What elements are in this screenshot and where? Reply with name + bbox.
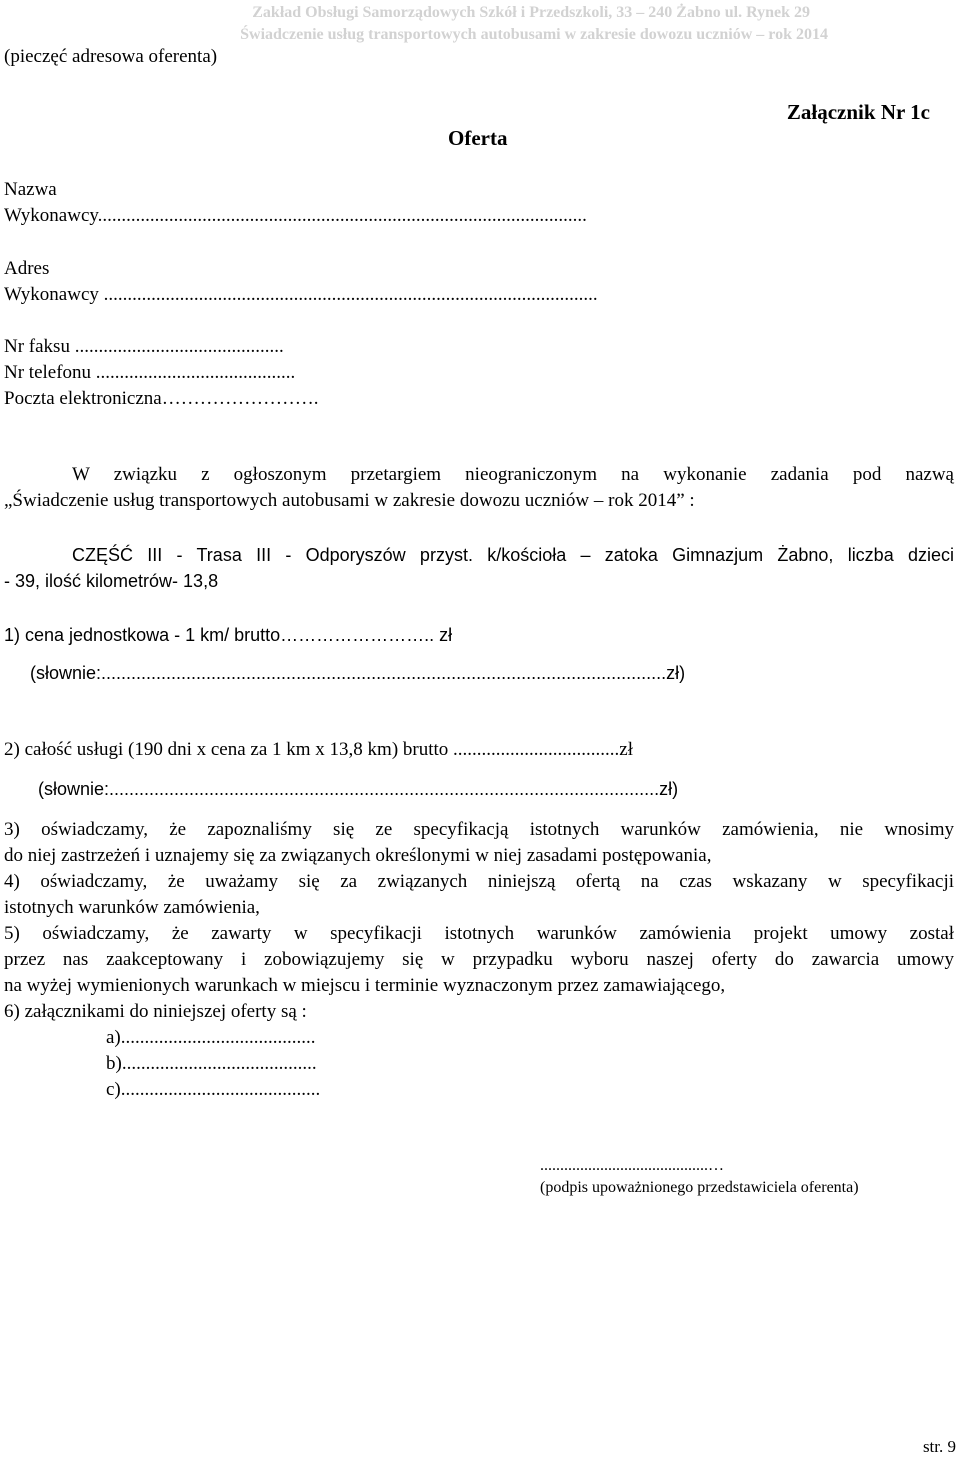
attachment-b: b)......................................... bbox=[106, 1053, 317, 1074]
declaration-5-line-1: 5) oświadczamy, że zawarty w specyfikacji istotnych warunków zamówienia projekt umowy został bbox=[4, 923, 954, 944]
part-line-2: - 39, ilość kilometrów- 13,8 bbox=[4, 571, 219, 591]
signature-label: (podpis upoważnionego przedstawiciela oferenta) bbox=[540, 1179, 859, 1196]
declaration-3-line-2: do niej zastrzeżeń i uznajemy się za związanych określonymi w niej zasadami postępowania, bbox=[4, 845, 712, 866]
attachments-heading: 6) załącznikami do niniejszej oferty są : bbox=[4, 1001, 307, 1022]
fax-field: Nr faksu ............................................ bbox=[4, 336, 284, 357]
total-price-in-words: (słownie:..............................................................................................................zł) bbox=[38, 779, 679, 799]
unit-price-in-words: (słownie:.................................................................................................................zł) bbox=[30, 663, 686, 683]
total-price-field: 2) całość usługi (190 dni x cena za 1 km x 13,8 km) brutto ...................................zł bbox=[4, 739, 634, 760]
page-number: str. 9 bbox=[922, 1437, 956, 1456]
page-title: Oferta bbox=[448, 126, 508, 150]
attachment-label: Załącznik Nr 1c bbox=[786, 100, 930, 124]
email-field: Poczta elektroniczna……………………. bbox=[4, 388, 319, 409]
unit-price-field: 1) cena jednostkowa - 1 km/ brutto…………………….. zł bbox=[4, 625, 453, 645]
attachment-a: a)......................................... bbox=[106, 1027, 316, 1048]
declaration-5-line-3: na wyżej wymienionych warunkach w miejscu i terminie wyznaczonym przez zamawiającego, bbox=[4, 975, 726, 996]
attachment-c: c).......................................... bbox=[106, 1079, 321, 1100]
declaration-3-line-1: 3) oświadczamy, że zapoznaliśmy się ze specyfikacją istotnych warunków zamówienia, nie wnosimy bbox=[4, 819, 954, 840]
contractor-name-field: Wykonawcy....................................................................................................... bbox=[4, 205, 587, 226]
contractor-address-label: Adres bbox=[4, 258, 50, 279]
stamp-label: (pieczęć adresowa oferenta) bbox=[4, 46, 218, 67]
intro-line-1: W związku z ogłoszonym przetargiem nieograniczonym na wykonanie zadania pod nazwą bbox=[72, 464, 954, 485]
contractor-address-field: Wykonawcy ........................................................................................................ bbox=[4, 284, 598, 305]
contractor-name-label: Nazwa bbox=[4, 179, 57, 200]
declaration-5-line-2: przez nas zaakceptowany i zobowiązujemy się w przypadku wyboru naszej oferty do zawarcia umowy bbox=[4, 949, 954, 970]
intro-line-2: „Świadczenie usług transportowych autobusami w zakresie dowozu uczniów – rok 2014” : bbox=[4, 490, 695, 511]
header-line-institution: Zakład Obsługi Samorządowych Szkół i Przedszkoli, 33 – 240 Żabno ul. Rynek 29 bbox=[252, 4, 810, 21]
declaration-4-line-2: istotnych warunków zamówienia, bbox=[4, 897, 260, 918]
signature-line: ..........................................… bbox=[540, 1157, 724, 1174]
part-line-1: CZĘŚĆ III - Trasa III - Odporyszów przyst. k/kościoła – zatoka Gimnazjum Żabno, liczba dzieci bbox=[72, 545, 954, 565]
header-line-subject: Świadczenie usług transportowych autobusami w zakresie dowozu uczniów – rok 2014 bbox=[240, 26, 828, 43]
declaration-4-line-1: 4) oświadczamy, że uważamy się za związanych niniejszą ofertą na czas wskazany w specyfikacji bbox=[4, 871, 954, 892]
phone-field: Nr telefonu .......................................... bbox=[4, 362, 296, 383]
